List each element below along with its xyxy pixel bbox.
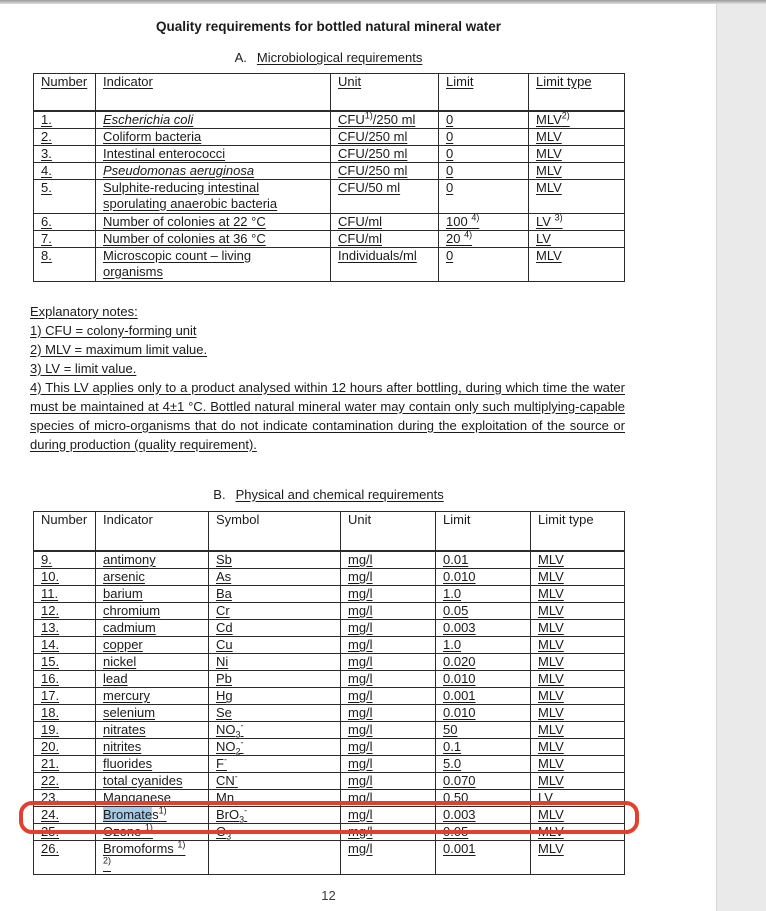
symbol-cell: Mn	[209, 790, 341, 807]
symbol-cell: $NO_3^-$	[209, 722, 341, 739]
selection-highlight: Bromate	[103, 807, 153, 822]
indicator-cell: Coliform bacteria	[96, 128, 331, 145]
symbol-cell: Ni	[209, 654, 341, 671]
unit-cell: mg/l	[341, 603, 436, 620]
symbol-cell: Ba	[209, 586, 341, 603]
unit-cell: mg/l	[341, 773, 436, 790]
table-row	[34, 824, 625, 841]
symbol-cell: Cd	[209, 620, 341, 637]
note-line: 2) MLV = maximum limit value.	[30, 341, 208, 357]
limit-type-cell: MLV	[531, 841, 625, 875]
table-row	[34, 569, 625, 586]
limit-type-cell: MLV	[531, 739, 625, 756]
indicator-cell: Bromoforms $^{1)}$ $^{2)}$	[96, 841, 209, 875]
row-number-cell: 20.	[34, 739, 96, 756]
column-header-number: Number	[34, 74, 96, 111]
limit-cell: 0	[439, 145, 529, 162]
limit-type-cell: MLV	[531, 756, 625, 773]
limit-cell: 0.1	[436, 739, 531, 756]
limit-type-cell: MLV	[531, 586, 625, 603]
unit-cell: CFU/50 ml	[331, 179, 439, 213]
limit-cell: 0	[439, 179, 529, 213]
limit-cell: 20 $^{4)}$	[439, 230, 529, 247]
unit-cell: mg/l	[341, 705, 436, 722]
indicator-cell: barium	[96, 586, 209, 603]
row-number-cell: 13.	[34, 620, 96, 637]
indicator-cell: Microscopic count – living organisms	[96, 247, 331, 281]
indicator-cell: lead	[96, 671, 209, 688]
unit-cell: CFU/250 ml	[331, 162, 439, 179]
row-number-cell: 11.	[34, 586, 96, 603]
indicator-cell: arsenic	[96, 569, 209, 586]
limit-cell: 0.010	[436, 705, 531, 722]
row-number-cell: 9.	[34, 551, 96, 569]
indicator-cell: fluorides	[96, 756, 209, 773]
row-number-cell: 1.	[34, 111, 96, 129]
row-number-cell: 25.	[34, 824, 96, 841]
column-header-unit: Unit	[331, 74, 439, 111]
limit-cell: 1.0	[436, 637, 531, 654]
table-row	[34, 179, 625, 213]
viewer-background	[716, 4, 766, 911]
indicator-cell: Bromates$^{1)}$	[96, 807, 209, 824]
explanatory-notes	[30, 302, 625, 454]
physical-chemical-requirements-table	[33, 511, 625, 876]
limit-cell: 0	[439, 128, 529, 145]
unit-cell: mg/l	[341, 739, 436, 756]
table-header-row	[34, 74, 625, 111]
table-row	[34, 671, 625, 688]
table-row	[34, 790, 625, 807]
unit-cell: mg/l	[341, 756, 436, 773]
row-number-cell: 4.	[34, 162, 96, 179]
symbol-cell: Cr	[209, 603, 341, 620]
page-number: 12	[321, 888, 336, 903]
limit-type-cell: LV	[529, 230, 625, 247]
limit-type-cell: MLV	[531, 603, 625, 620]
limit-type-cell: MLV	[531, 722, 625, 739]
indicator-cell: Number of colonies at 22 °C	[96, 213, 331, 230]
indicator-cell: Manganese	[96, 790, 209, 807]
column-header-limit-type: Limit type	[531, 511, 625, 551]
unit-cell: mg/l	[341, 790, 436, 807]
table-row	[34, 620, 625, 637]
table-row	[34, 586, 625, 603]
limit-cell: 0.010	[436, 569, 531, 586]
section-a-prefix: A.	[234, 50, 247, 65]
limit-type-cell: MLV	[531, 688, 625, 705]
limit-cell: 0.003	[436, 620, 531, 637]
row-number-cell: 18.	[34, 705, 96, 722]
indicator-cell: cadmium	[96, 620, 209, 637]
limit-type-cell: MLV	[531, 569, 625, 586]
unit-cell: mg/l	[341, 551, 436, 569]
unit-cell: mg/l	[341, 824, 436, 841]
table-row	[34, 841, 625, 875]
symbol-cell	[209, 841, 341, 875]
limit-type-cell: MLV	[529, 162, 625, 179]
symbol-cell: Pb	[209, 671, 341, 688]
section-b-heading	[0, 487, 657, 502]
symbol-cell: As	[209, 569, 341, 586]
limit-type-cell: MLV	[529, 145, 625, 162]
unit-cell: Individuals/ml	[331, 247, 439, 281]
section-a-title: Microbiological requirements	[256, 50, 423, 65]
limit-type-cell: MLV	[531, 824, 625, 841]
row-number-cell: 6.	[34, 213, 96, 230]
limit-type-cell: MLV	[531, 705, 625, 722]
limit-cell: 0	[439, 162, 529, 179]
symbol-cell: F-	[209, 756, 341, 773]
physical-chemical-table-wrapper	[33, 511, 624, 876]
column-header-indicator: Indicator	[96, 511, 209, 551]
table-row	[34, 213, 625, 230]
row-number-cell: 26.	[34, 841, 96, 875]
row-number-cell: 14.	[34, 637, 96, 654]
limit-cell: 5.0	[436, 756, 531, 773]
row-number-cell: 8.	[34, 247, 96, 281]
indicator-cell: Escherichia coli	[96, 111, 331, 129]
column-header-unit: Unit	[341, 511, 436, 551]
row-number-cell: 22.	[34, 773, 96, 790]
row-number-cell: 17.	[34, 688, 96, 705]
unit-cell: CFU/250 ml	[331, 145, 439, 162]
table-row	[34, 705, 625, 722]
symbol-cell: Sb	[209, 551, 341, 569]
row-number-cell: 5.	[34, 179, 96, 213]
row-number-cell: 15.	[34, 654, 96, 671]
limit-type-cell: MLV	[529, 247, 625, 281]
row-number-cell: 19.	[34, 722, 96, 739]
limit-type-cell: MLV$^{2)}$	[529, 111, 625, 129]
table-row	[34, 722, 625, 739]
indicator-cell: nickel	[96, 654, 209, 671]
table-row	[34, 230, 625, 247]
indicator-cell: Sulphite-reducing intestinal sporulating anaerobic bacteria	[96, 179, 331, 213]
limit-type-cell: MLV	[531, 807, 625, 824]
table-row	[34, 756, 625, 773]
symbol-cell: $NO_2^-$	[209, 739, 341, 756]
symbol-cell: Hg	[209, 688, 341, 705]
row-number-cell: 3.	[34, 145, 96, 162]
table-row	[34, 637, 625, 654]
indicator-cell: total cyanides	[96, 773, 209, 790]
column-header-symbol: Symbol	[209, 511, 341, 551]
row-number-cell: 24.	[34, 807, 96, 824]
limit-cell: 0.05	[436, 603, 531, 620]
note-line: 3) LV = limit value.	[30, 360, 137, 376]
table-row	[34, 162, 625, 179]
table-row	[34, 247, 625, 281]
column-header-number: Number	[34, 511, 96, 551]
indicator-cell: Number of colonies at 36 °C	[96, 230, 331, 247]
page-title: Quality requirements for bottled natural mineral water	[155, 19, 502, 34]
indicator-cell: antimony	[96, 551, 209, 569]
limit-type-cell: MLV	[529, 179, 625, 213]
limit-cell: 0.003	[436, 807, 531, 824]
unit-cell: mg/l	[341, 654, 436, 671]
limit-cell: 0	[439, 247, 529, 281]
limit-type-cell: MLV	[531, 637, 625, 654]
limit-cell: 1.0	[436, 586, 531, 603]
symbol-cell: CN-	[209, 773, 341, 790]
table-row	[34, 688, 625, 705]
unit-cell: mg/l	[341, 569, 436, 586]
limit-type-cell: MLV	[529, 128, 625, 145]
section-b-prefix: B.	[213, 486, 226, 502]
limit-type-cell: MLV	[531, 551, 625, 569]
row-number-cell: 23.	[34, 790, 96, 807]
notes-title: Explanatory notes:	[30, 303, 138, 319]
unit-cell: CFU/ml	[331, 230, 439, 247]
table-row	[34, 739, 625, 756]
table-row	[34, 654, 625, 671]
symbol-cell: Cu	[209, 637, 341, 654]
limit-cell: 0.001	[436, 688, 531, 705]
column-header-limit-type: Limit type	[529, 74, 625, 111]
indicator-cell: copper	[96, 637, 209, 654]
unit-cell: mg/l	[341, 841, 436, 875]
row-number-cell: 2.	[34, 128, 96, 145]
indicator-cell: Pseudomonas aeruginosa	[96, 162, 331, 179]
row-number-cell: 16.	[34, 671, 96, 688]
limit-type-cell: LV	[531, 790, 625, 807]
row-number-cell: 21.	[34, 756, 96, 773]
indicator-cell: selenium	[96, 705, 209, 722]
unit-cell: mg/l	[341, 637, 436, 654]
limit-type-cell: LV $^{3)}$	[529, 213, 625, 230]
note-line: 1) CFU = colony-forming unit	[30, 322, 197, 338]
unit-cell: mg/l	[341, 620, 436, 637]
limit-cell: 0.010	[436, 671, 531, 688]
limit-cell: 0.05	[436, 824, 531, 841]
limit-cell: 50	[436, 722, 531, 739]
limit-type-cell: MLV	[531, 620, 625, 637]
unit-cell: mg/l	[341, 671, 436, 688]
symbol-cell: BrO$_3$-	[209, 807, 341, 824]
table-row	[34, 111, 625, 129]
limit-type-cell: MLV	[531, 671, 625, 688]
indicator-cell: nitrites	[96, 739, 209, 756]
unit-cell: CFU$^{1)}$/250 ml	[331, 111, 439, 129]
indicator-cell: chromium	[96, 603, 209, 620]
limit-cell: 0	[439, 111, 529, 129]
indicator-cell: mercury	[96, 688, 209, 705]
section-a-heading	[0, 50, 657, 65]
table-row	[34, 551, 625, 569]
indicator-cell: nitrates	[96, 722, 209, 739]
table-row	[34, 603, 625, 620]
symbol-cell: $O_3$	[209, 824, 341, 841]
column-header-limit: Limit	[436, 511, 531, 551]
table-row	[34, 128, 625, 145]
table-header-row	[34, 511, 625, 551]
unit-cell: CFU/250 ml	[331, 128, 439, 145]
limit-cell: 0.50	[436, 790, 531, 807]
unit-cell: mg/l	[341, 807, 436, 824]
unit-cell: mg/l	[341, 586, 436, 603]
row-number-cell: 12.	[34, 603, 96, 620]
limit-cell: 0.020	[436, 654, 531, 671]
limit-type-cell: MLV	[531, 773, 625, 790]
note-line: 4) This LV applies only to a product analysed within 12 hours after bottling, during which time the water must be maintained at 4±1 °C. Bottled natural mineral water may contain only such multiplying-capable species of micro-organisms that do not indicate contamination during the exploitation of the source or during production (quality requirement).	[30, 379, 625, 452]
symbol-cell: Se	[209, 705, 341, 722]
section-b-title: Physical and chemical requirements	[235, 486, 444, 502]
indicator-cell: Ozone $^{1)}$	[96, 824, 209, 841]
row-number-cell: 10.	[34, 569, 96, 586]
table-row	[34, 145, 625, 162]
limit-cell: 0.070	[436, 773, 531, 790]
table-row	[34, 773, 625, 790]
unit-cell: CFU/ml	[331, 213, 439, 230]
column-header-indicator: Indicator	[96, 74, 331, 111]
indicator-cell: Intestinal enterococci	[96, 145, 331, 162]
limit-cell: 0.01	[436, 551, 531, 569]
row-number-cell: 7.	[34, 230, 96, 247]
table-row-bromates	[34, 807, 625, 824]
limit-type-cell: MLV	[531, 654, 625, 671]
limit-cell: 100 $^{4)}$	[439, 213, 529, 230]
microbiological-requirements-table	[33, 73, 625, 282]
column-header-limit: Limit	[439, 74, 529, 111]
unit-cell: mg/l	[341, 722, 436, 739]
limit-cell: 0.001	[436, 841, 531, 875]
unit-cell: mg/l	[341, 688, 436, 705]
